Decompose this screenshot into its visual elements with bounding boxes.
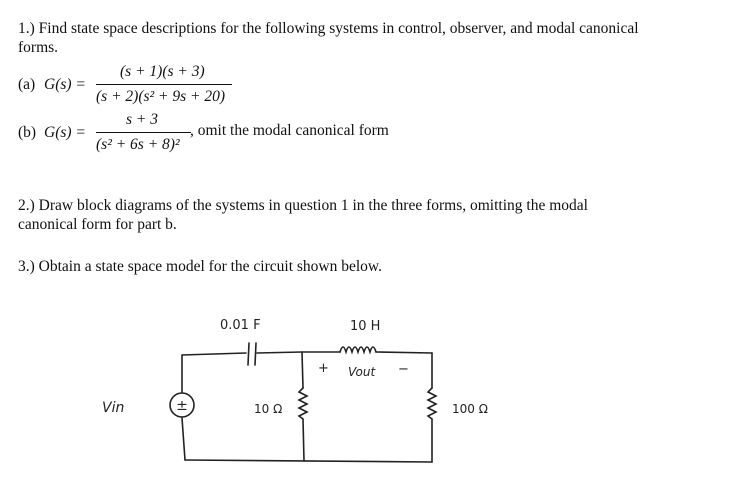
inductor-label: 10 H [350,319,381,334]
capacitor-label: 0.01 F [220,318,261,333]
q1b-denominator: (s² + 6s + 8)² [96,136,180,153]
vout-minus: − [398,362,409,377]
vout-label: Vout [348,365,376,379]
q1a-numerator: (s + 1)(s + 3) [120,63,205,80]
voltage-source-sign: ± [176,398,188,414]
capacitor-plate-right [255,343,256,365]
q1a-denominator: (s + 2)(s² + 9s + 20) [96,88,226,105]
q2-text-line1: 2.) Draw block diagrams of the systems in question 1 in the three forms, omitting the modal [18,197,588,214]
capacitor-plate-left [248,343,249,365]
q1b-label: (b) [18,124,37,141]
q1-text-line2: forms. [18,39,59,56]
q1b-lhs: G(s) = [44,124,86,141]
resistor-10-label: 10 Ω [254,402,283,416]
q2-text-line2: canonical form for part b. [18,216,177,233]
q1a-label: (a) [18,76,36,93]
q1a-lhs: G(s) = [44,76,86,93]
circuit-wires [182,343,436,462]
resistor-100-zigzag [428,388,436,419]
inductor-coil [340,347,376,352]
q3-text-line1: 3.) Obtain a state space model for the circuit shown below. [18,258,382,275]
resistor-100-label: 100 Ω [452,402,488,416]
resistor-10-zigzag [299,388,307,419]
vout-plus: + [318,361,329,376]
q1-text-line1: 1.) Find state space descriptions for the following systems in control, observer, and modal canonical [18,20,639,37]
q1b-note: , omit the modal canonical form [190,122,389,139]
source-label: Vin [102,400,125,416]
q1b-numerator: s + 3 [126,111,158,128]
